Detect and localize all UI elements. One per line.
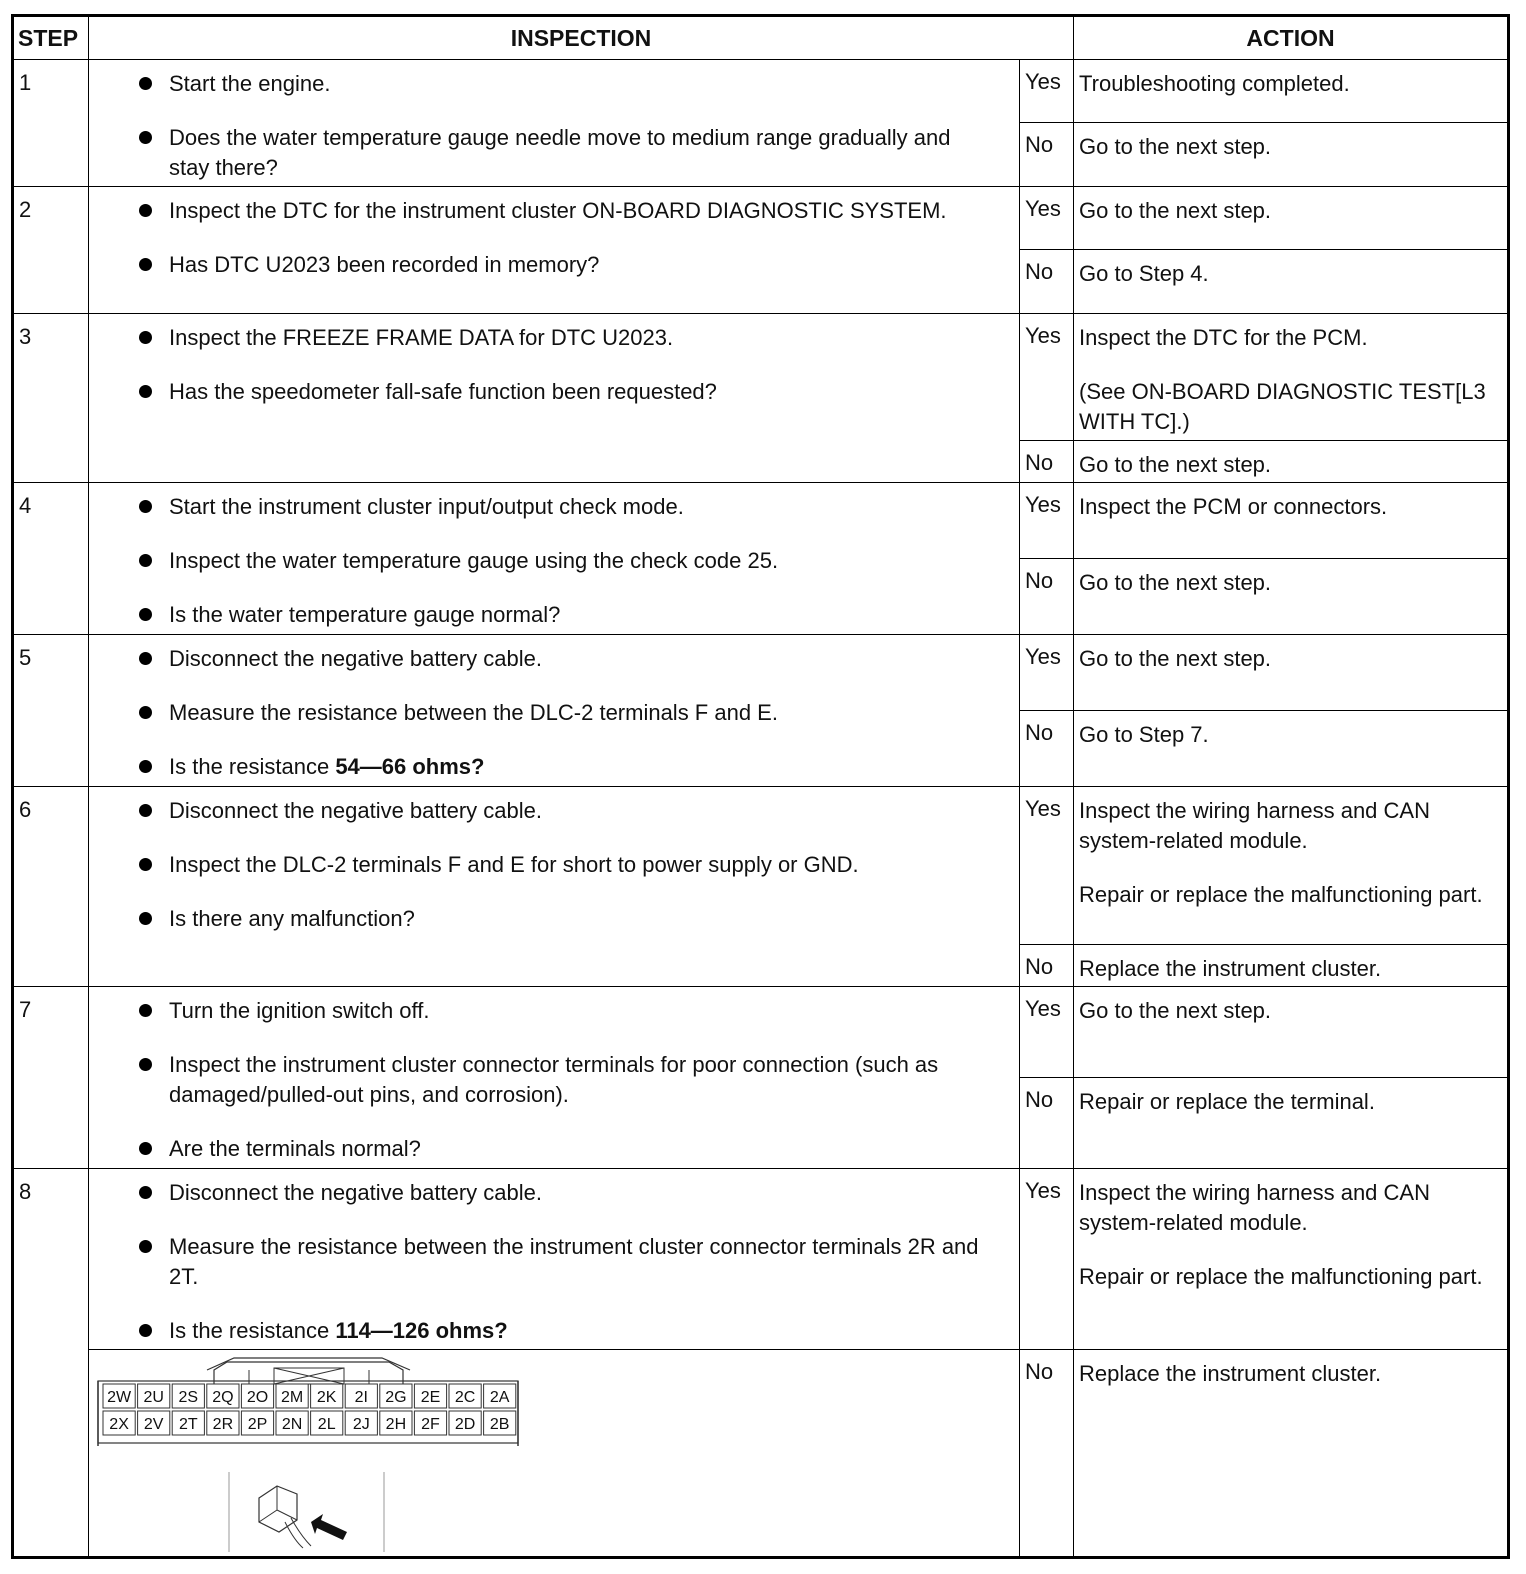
no-action: [1074, 944, 1509, 986]
table-row: [13, 1168, 1509, 1349]
no-label: No: [1020, 711, 1074, 787]
yes-action: [1074, 60, 1509, 123]
terminal-label: 2W: [107, 1388, 132, 1406]
table-row: [13, 314, 1509, 441]
terminal-label: 2G: [385, 1388, 407, 1406]
inspection-item: Has DTC U2023 been recorded in memory?: [134, 250, 979, 280]
inspection-item: Inspect the DTC for the instrument cluster ON-BOARD DIAGNOSTIC SYSTEM.: [134, 196, 979, 226]
header-row: [13, 16, 1509, 60]
table-row: [13, 635, 1509, 711]
no-label: No: [1020, 1077, 1074, 1168]
no-label: No: [1020, 559, 1074, 635]
no-label: No: [1020, 250, 1074, 314]
connector-guide: [249, 1370, 369, 1384]
step-number: 6: [13, 787, 89, 986]
no-label: No: [1020, 441, 1074, 483]
table-row: [13, 787, 1509, 944]
step-number: 3: [13, 314, 89, 483]
inspection-text: Is the resistance: [169, 1317, 336, 1343]
inspection-item: Are the terminals normal?: [134, 1134, 979, 1164]
no-action: [1074, 1077, 1509, 1168]
inspection-list: [89, 196, 979, 280]
terminal-label: 2R: [212, 1415, 234, 1433]
inspection-cell: [89, 187, 1020, 314]
inspection-item: Inspect the water temperature gauge using the check code 25.: [134, 546, 979, 576]
terminal-label: 2H: [385, 1415, 407, 1433]
no-label: No: [1020, 123, 1074, 187]
inspection-item: Has the speedometer fall-safe function been requested?: [134, 377, 979, 407]
inspection-list: [89, 492, 979, 630]
inspection-cell: [89, 483, 1020, 635]
inspection-item: Is the water temperature gauge normal?: [134, 600, 979, 630]
action-text: Go to the next step.: [1079, 997, 1272, 1023]
terminal-label: 2D: [454, 1415, 476, 1433]
inspection-cell: [89, 635, 1020, 787]
inspection-item: Measure the resistance between the instrument cluster connector terminals 2R and 2T.: [134, 1232, 979, 1292]
illustration-frame: [229, 1472, 384, 1552]
action-text: Replace the instrument cluster.: [1079, 1360, 1382, 1386]
inspection-item: Is there any malfunction?: [134, 904, 979, 934]
terminal-label: 2X: [109, 1415, 129, 1433]
inspection-cell: [89, 60, 1020, 187]
action-text: Go to Step 4.: [1079, 261, 1209, 287]
arrow-icon: [311, 1514, 347, 1540]
step-number: 5: [13, 635, 89, 787]
step-number: 2: [13, 187, 89, 314]
action-text: Inspect the wiring harness and CAN system-related module.: [1079, 798, 1430, 854]
inspection-table: [11, 14, 1510, 1559]
action-text: (See ON-BOARD DIAGNOSTIC TEST[L3 WITH TC].): [1079, 379, 1486, 435]
yes-label: Yes: [1020, 60, 1074, 123]
terminal-label: 2T: [178, 1415, 198, 1433]
action-text: Inspect the PCM or connectors.: [1079, 494, 1388, 520]
terminal-label: 2A: [489, 1388, 510, 1406]
action-text: Go to the next step.: [1079, 452, 1272, 478]
table-body: [13, 60, 1509, 1558]
resistance-spec: 114—126 ohms?: [335, 1317, 508, 1343]
table-row: [13, 1349, 1509, 1557]
inspection-item: Start the instrument cluster input/output check mode.: [134, 492, 979, 522]
action-text: Go to the next step.: [1079, 570, 1272, 596]
step-number: 4: [13, 483, 89, 635]
inspection-item: Inspect the FREEZE FRAME DATA for DTC U2023.: [134, 323, 979, 353]
inspection-item: Measure the resistance between the DLC-2 terminals F and E.: [134, 698, 979, 728]
action-text: Go to the next step.: [1079, 134, 1272, 160]
no-action: [1074, 123, 1509, 187]
connector-diagram-cell: [89, 1349, 1020, 1557]
terminal-label: 2S: [178, 1388, 199, 1406]
yes-action: [1074, 1168, 1509, 1349]
yes-label: Yes: [1020, 187, 1074, 250]
inspection-list: [89, 996, 979, 1164]
terminal-label: 2M: [280, 1388, 304, 1406]
yes-label: Yes: [1020, 483, 1074, 559]
inspection-list: [89, 1178, 979, 1346]
step-number: 8: [13, 1168, 89, 1557]
inspection-item: Disconnect the negative battery cable.: [134, 796, 979, 826]
header-inspection: INSPECTION: [89, 16, 1074, 60]
inspection-item: Disconnect the negative battery cable.: [134, 1178, 979, 1208]
inspection-item: [134, 752, 979, 782]
inspection-list: [89, 69, 979, 183]
table-row: [13, 60, 1509, 123]
yes-label: Yes: [1020, 635, 1074, 711]
header-step: STEP: [13, 16, 89, 60]
inspection-list: [89, 644, 979, 782]
inspection-item: Inspect the DLC-2 terminals F and E for short to power supply or GND.: [134, 850, 979, 880]
inspection-text: Is the resistance: [169, 754, 336, 780]
step-number: 7: [13, 986, 89, 1168]
no-action: [1074, 250, 1509, 314]
inspection-cell: [89, 1168, 1020, 1349]
inspection-cell: [89, 986, 1020, 1168]
yes-action: [1074, 986, 1509, 1077]
yes-action: [1074, 314, 1509, 441]
terminal-label: 2J: [352, 1415, 370, 1433]
inspection-item: Start the engine.: [134, 69, 979, 99]
yes-action: [1074, 787, 1509, 944]
no-action: [1074, 441, 1509, 483]
terminal-label: 2N: [281, 1415, 303, 1433]
terminal-label: 2C: [454, 1388, 476, 1406]
inspection-item: Does the water temperature gauge needle move to medium range gradually and stay there?: [134, 123, 979, 183]
action-text: Repair or replace the malfunctioning part.: [1079, 1263, 1483, 1289]
terminal-label: 2K: [316, 1388, 337, 1406]
inspection-cell: [89, 787, 1020, 986]
inspection-list: [89, 323, 979, 407]
terminal-label: 2Q: [212, 1388, 234, 1406]
terminal-label: 2P: [247, 1415, 268, 1433]
terminal-label: 2U: [143, 1388, 164, 1406]
action-text: Troubleshooting completed.: [1079, 71, 1350, 96]
table-row: [13, 483, 1509, 559]
terminal-label: 2B: [489, 1415, 510, 1433]
terminal-label: 2L: [317, 1415, 336, 1433]
terminal-label: 2E: [420, 1388, 441, 1406]
inspection-item: [134, 1316, 979, 1346]
action-text: Inspect the DTC for the PCM.: [1079, 325, 1368, 351]
action-text: Repair or replace the terminal.: [1079, 1088, 1375, 1114]
no-action: [1074, 559, 1509, 635]
table-row: [13, 986, 1509, 1077]
action-text: Go to Step 7.: [1079, 722, 1209, 748]
no-action: [1074, 711, 1509, 787]
action-text: Replace the instrument cluster.: [1079, 955, 1382, 981]
action-text: Inspect the wiring harness and CAN system-related module.: [1079, 1179, 1430, 1235]
yes-label: Yes: [1020, 314, 1074, 441]
yes-label: Yes: [1020, 986, 1074, 1077]
inspection-item: Turn the ignition switch off.: [134, 996, 979, 1026]
action-text: Repair or replace the malfunctioning part.: [1079, 882, 1483, 908]
yes-label: Yes: [1020, 787, 1074, 944]
no-label: No: [1020, 944, 1074, 986]
terminal-label: 2V: [143, 1415, 164, 1433]
table-row: [13, 187, 1509, 250]
inspection-item: Disconnect the negative battery cable.: [134, 644, 979, 674]
terminal-label: 2O: [246, 1388, 269, 1406]
no-action: [1074, 1349, 1509, 1557]
header-action: ACTION: [1074, 16, 1509, 60]
inspection-list: [89, 796, 979, 934]
yes-action: [1074, 187, 1509, 250]
yes-action: [1074, 635, 1509, 711]
action-text: Go to the next step.: [1079, 198, 1272, 224]
connector-sketch: [259, 1486, 297, 1532]
yes-action: [1074, 483, 1509, 559]
inspection-cell: [89, 314, 1020, 483]
terminal-label: 2F: [421, 1415, 440, 1433]
connector-diagram: [89, 1350, 529, 1555]
resistance-spec: 54—66 ohms?: [335, 754, 485, 780]
no-label: No: [1020, 1349, 1074, 1557]
step-number: 1: [13, 60, 89, 187]
action-text: Go to the next step.: [1079, 646, 1272, 672]
yes-label: Yes: [1020, 1168, 1074, 1349]
inspection-item: Inspect the instrument cluster connector terminals for poor connection (such as damaged/pulled-out pins, and corrosion).: [134, 1050, 979, 1110]
terminal-label: 2I: [354, 1388, 368, 1406]
